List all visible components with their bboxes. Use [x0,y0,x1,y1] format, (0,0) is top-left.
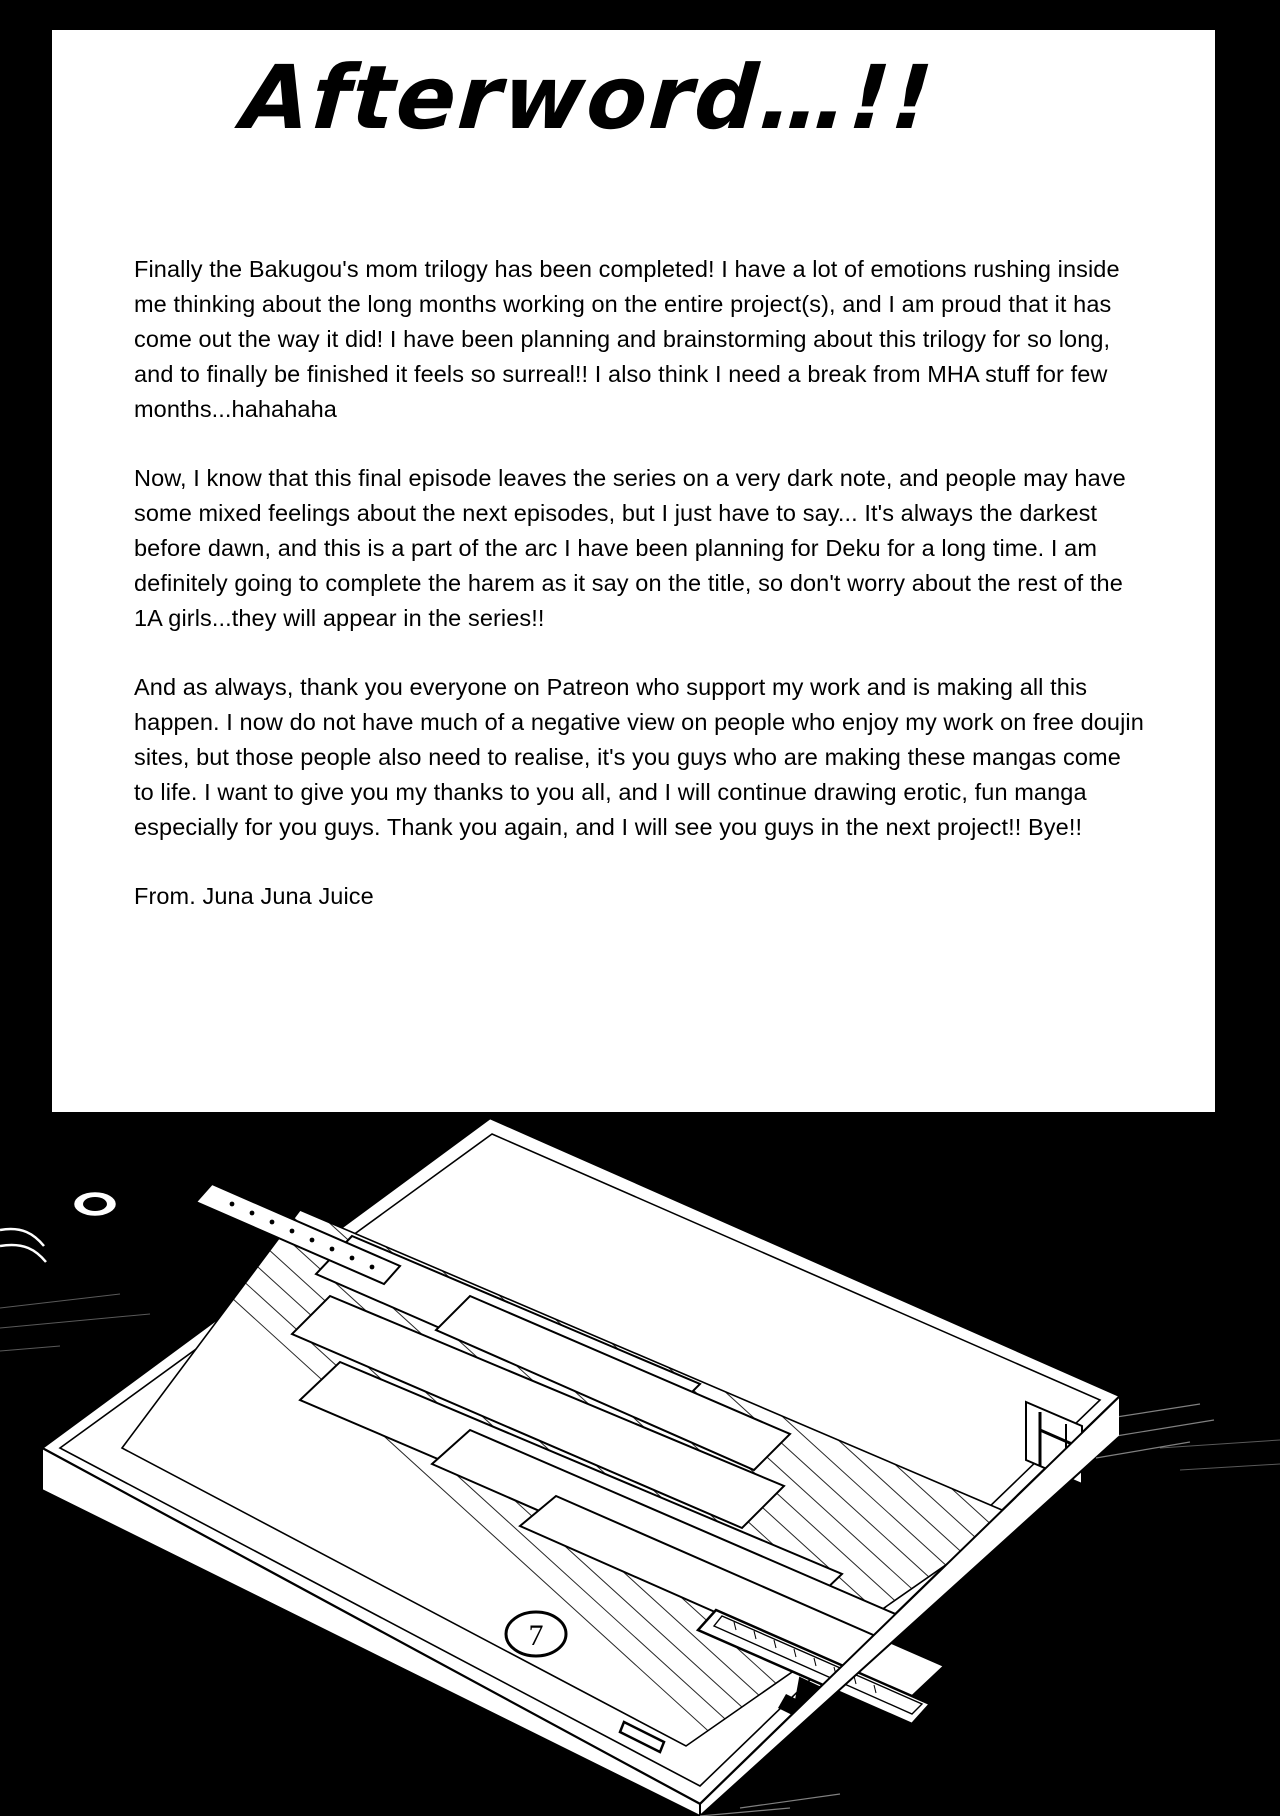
afterword-signature: From. Juna Juna Juice [134,883,374,909]
console-line-art [0,1118,1280,1816]
page-number-badge [506,1612,566,1656]
illustration-panel [0,1118,1280,1816]
afterword-paragraph: Now, I know that this final episode leaves the series on a very dark note, and people may have some mixed feelings about the next episodes, but I just have to say... It's always the darkest before dawn, and this is a part of the arc I have been planning for Deku for a long time. I am definitely going to complete the harem as it say on the title, so don't worry about the rest of the 1A girls...they will appear in the series!! [134,465,1126,631]
page-title: Afterword…!! [238,46,938,149]
afterword-paragraph: Finally the Bakugou's mom trilogy has been completed! I have a lot of emotions rushing inside me thinking about the long months working on the entire project(s), and I am proud that it has come out the way it did! I have been planning and brainstorming about this trilogy for so long, and to finally be finished it feels so surreal!! I also think I need a break from MHA stuff for few months...hahahaha [134,256,1120,422]
afterword-paragraph: And as always, thank you everyone on Patreon who support my work and is making all this happen. I now do not have much of a negative view on people who enjoy my work on free doujin sites, but those people also need to realise, it's you guys who are making these mangas come to life. I want to give you my thanks to you all, and I will continue drawing erotic, fun manga especially for you guys. Thank you again, and I will see you guys in the next project!! Bye!! [134,674,1144,840]
page-number-text: 7 [528,1619,544,1652]
afterword-text [134,252,1144,914]
afterword-panel [52,30,1215,1112]
power-button-icon[interactable] [73,1191,117,1217]
